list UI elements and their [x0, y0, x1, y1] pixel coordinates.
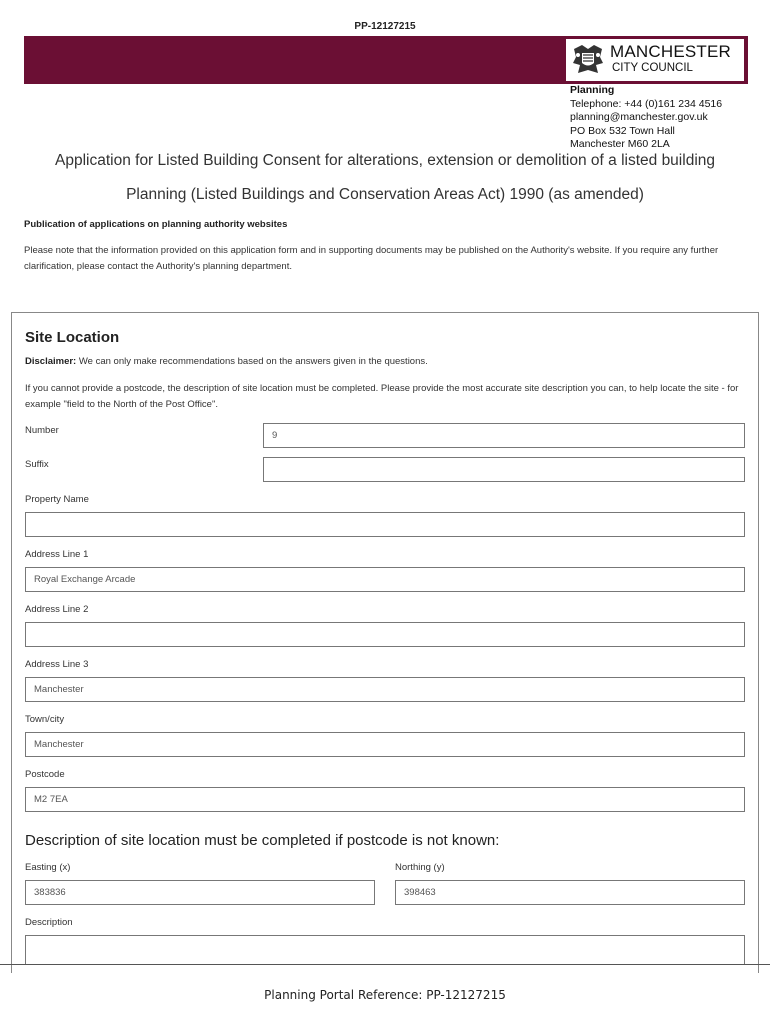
contact-heading: Planning: [570, 84, 615, 96]
address-line-2-field[interactable]: [25, 622, 745, 647]
council-logo: [566, 39, 744, 81]
footer-reference: Planning Portal Reference: PP-12127215: [264, 988, 506, 1002]
suffix-field[interactable]: [263, 457, 745, 482]
logo-title: MANCHESTER: [610, 42, 732, 61]
address-line-2-label: Address Line 2: [25, 604, 89, 615]
contact-details: [570, 84, 722, 152]
number-label: Number: [25, 425, 59, 436]
logo-subtitle: CITY COUNCIL: [612, 62, 693, 74]
site-instructions: If you cannot provide a postcode, the description of site location must be completed. Please provide the most accurate site description you can, to help locate the site - for example "field to the North of the Post Office".: [25, 383, 739, 410]
page-divider: [0, 964, 770, 965]
suffix-label: Suffix: [25, 459, 49, 470]
description-textarea[interactable]: [25, 935, 745, 965]
coat-of-arms-icon: [570, 43, 606, 77]
address-line-1-field[interactable]: Royal Exchange Arcade: [25, 567, 745, 592]
contact-address-line-2: Manchester M60 2LA: [570, 138, 670, 150]
postcode-label: Postcode: [25, 769, 65, 780]
form-act-title: Planning (Listed Buildings and Conservation Areas Act) 1990 (as amended): [126, 186, 644, 203]
site-location-title: Site Location: [25, 329, 120, 346]
address-line-3-label: Address Line 3: [25, 659, 89, 670]
easting-field[interactable]: 383836: [25, 880, 375, 905]
number-field[interactable]: 9: [263, 423, 745, 448]
property-name-field[interactable]: [25, 512, 745, 537]
publication-text: Please note that the information provided on this application form and in supporting documents may be published on the Authority's website. If you require any further clarification, please contact the Authority's planning department.: [24, 245, 719, 272]
disclaimer-label: Disclaimer:: [25, 356, 77, 367]
property-name-label: Property Name: [25, 494, 89, 505]
northing-label: Northing (y): [395, 862, 445, 873]
contact-address-line-1: PO Box 532 Town Hall: [570, 124, 675, 137]
site-description-title: Description of site location must be completed if postcode is not known:: [25, 832, 500, 849]
town-field[interactable]: Manchester: [25, 732, 745, 757]
northing-field[interactable]: 398463: [395, 880, 745, 905]
address-line-1-label: Address Line 1: [25, 549, 89, 560]
easting-label: Easting (x): [25, 862, 71, 873]
disclaimer: [25, 356, 428, 367]
publication-heading: Publication of applications on planning authority websites: [24, 219, 288, 230]
address-line-3-field[interactable]: Manchester: [25, 677, 745, 702]
contact-email: planning@manchester.gov.uk: [570, 111, 708, 123]
form-title: Application for Listed Building Consent for alterations, extension or demolition of a listed building: [55, 152, 715, 169]
disclaimer-text: We can only make recommendations based on the answers given in the questions.: [76, 356, 428, 367]
contact-telephone: Telephone: +44 (0)161 234 4516: [570, 97, 723, 110]
postcode-field[interactable]: M2 7EA: [25, 787, 745, 812]
town-label: Town/city: [25, 714, 65, 725]
description-label: Description: [25, 917, 73, 928]
page-reference: PP-12127215: [354, 21, 416, 32]
